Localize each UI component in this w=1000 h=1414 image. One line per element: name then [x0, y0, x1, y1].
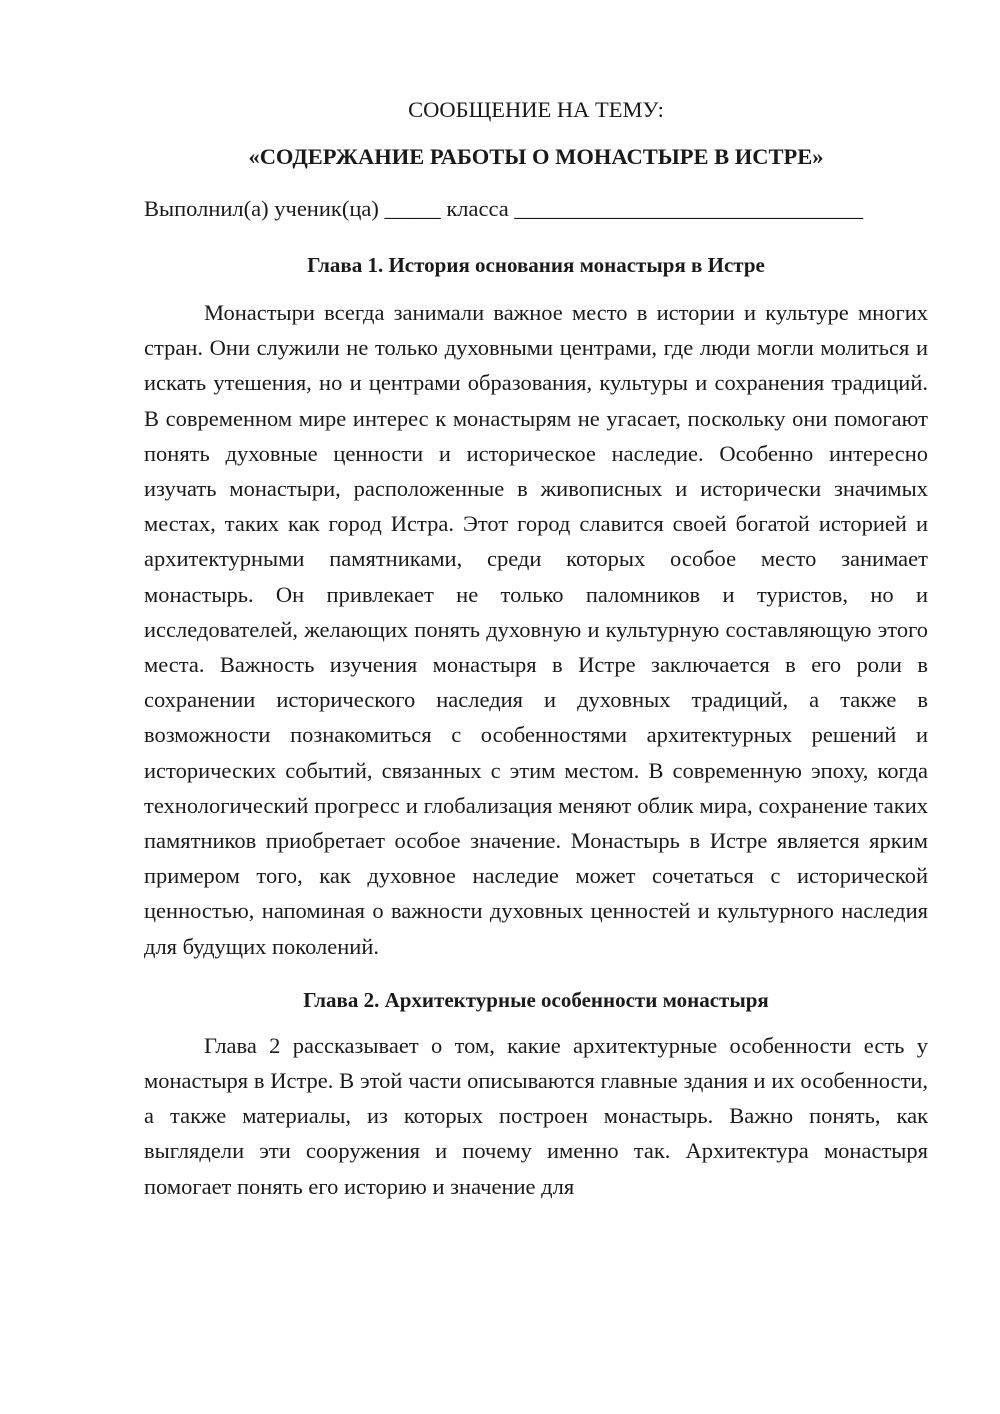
chapter-2-paragraph: Глава 2 рассказывает о том, какие архитектурные особенности есть у монастыря в Истре. В этой части описываются главные здания и их особенности, а также материалы, из которых построен монастырь. Важно понять, как выглядели эти сооружения и почему именно так. Архитектура монастыря помогает понять его историю и значение для	[144, 1032, 928, 1199]
document-page	[144, 92, 928, 1204]
chapter-1-heading: Глава 1. История основания монастыря в Истре	[307, 253, 765, 277]
chapter-2-heading: Глава 2. Архитектурные особенности монастыря	[303, 987, 769, 1012]
document-header: СООБЩЕНИЕ НА ТЕМУ:	[408, 97, 664, 122]
chapter-1-paragraph: Монастыри всегда занимали важное место в истории и культуре многих стран. Они служили не только духовными центрами, где люди могли молиться и искать утешения, но и центрами образования, культуры и сохранения традиций. В современном мире интерес к монастырям не угасает, поскольку они помогают понять духовные ценности и историческое наследие. Особенно интересно изучать монастыри, расположенные в живописных и исторически значимых местах, таких как город Истра. Этот город славится своей богатой историей и архитектурными памятниками, среди которых особое место занимает монастырь. Он привлекает не только паломников и туристов, но и исследователей, желающих понять духовную и культурную составляющую этого места. Важность изучения монастыря в Истре заключается в его роли в сохранении исторического наследия и духовных традиций, а также в возможности познакомиться с особенностями архитектурных решений и исторических событий, связанных с этим местом. В современную эпоху, когда технологический прогресс и глобализация меняют облик мира, сохранение таких памятников приобретает особое значение. Монастырь в Истре является ярким примером того, как духовное наследие может сочетаться с исторической ценностью, напоминая о важности духовных ценностей и культурного наследия для будущих поколений.	[144, 300, 928, 959]
chapter-2	[144, 982, 928, 1204]
author-line: Выполнил(а) ученик(ца) _____ класса _______________________________	[144, 196, 864, 221]
chapter-1	[144, 247, 928, 964]
document-title: «СОДЕРЖАНИЕ РАБОТЫ О МОНАСТЫРЕ В ИСТРЕ»	[248, 144, 824, 169]
